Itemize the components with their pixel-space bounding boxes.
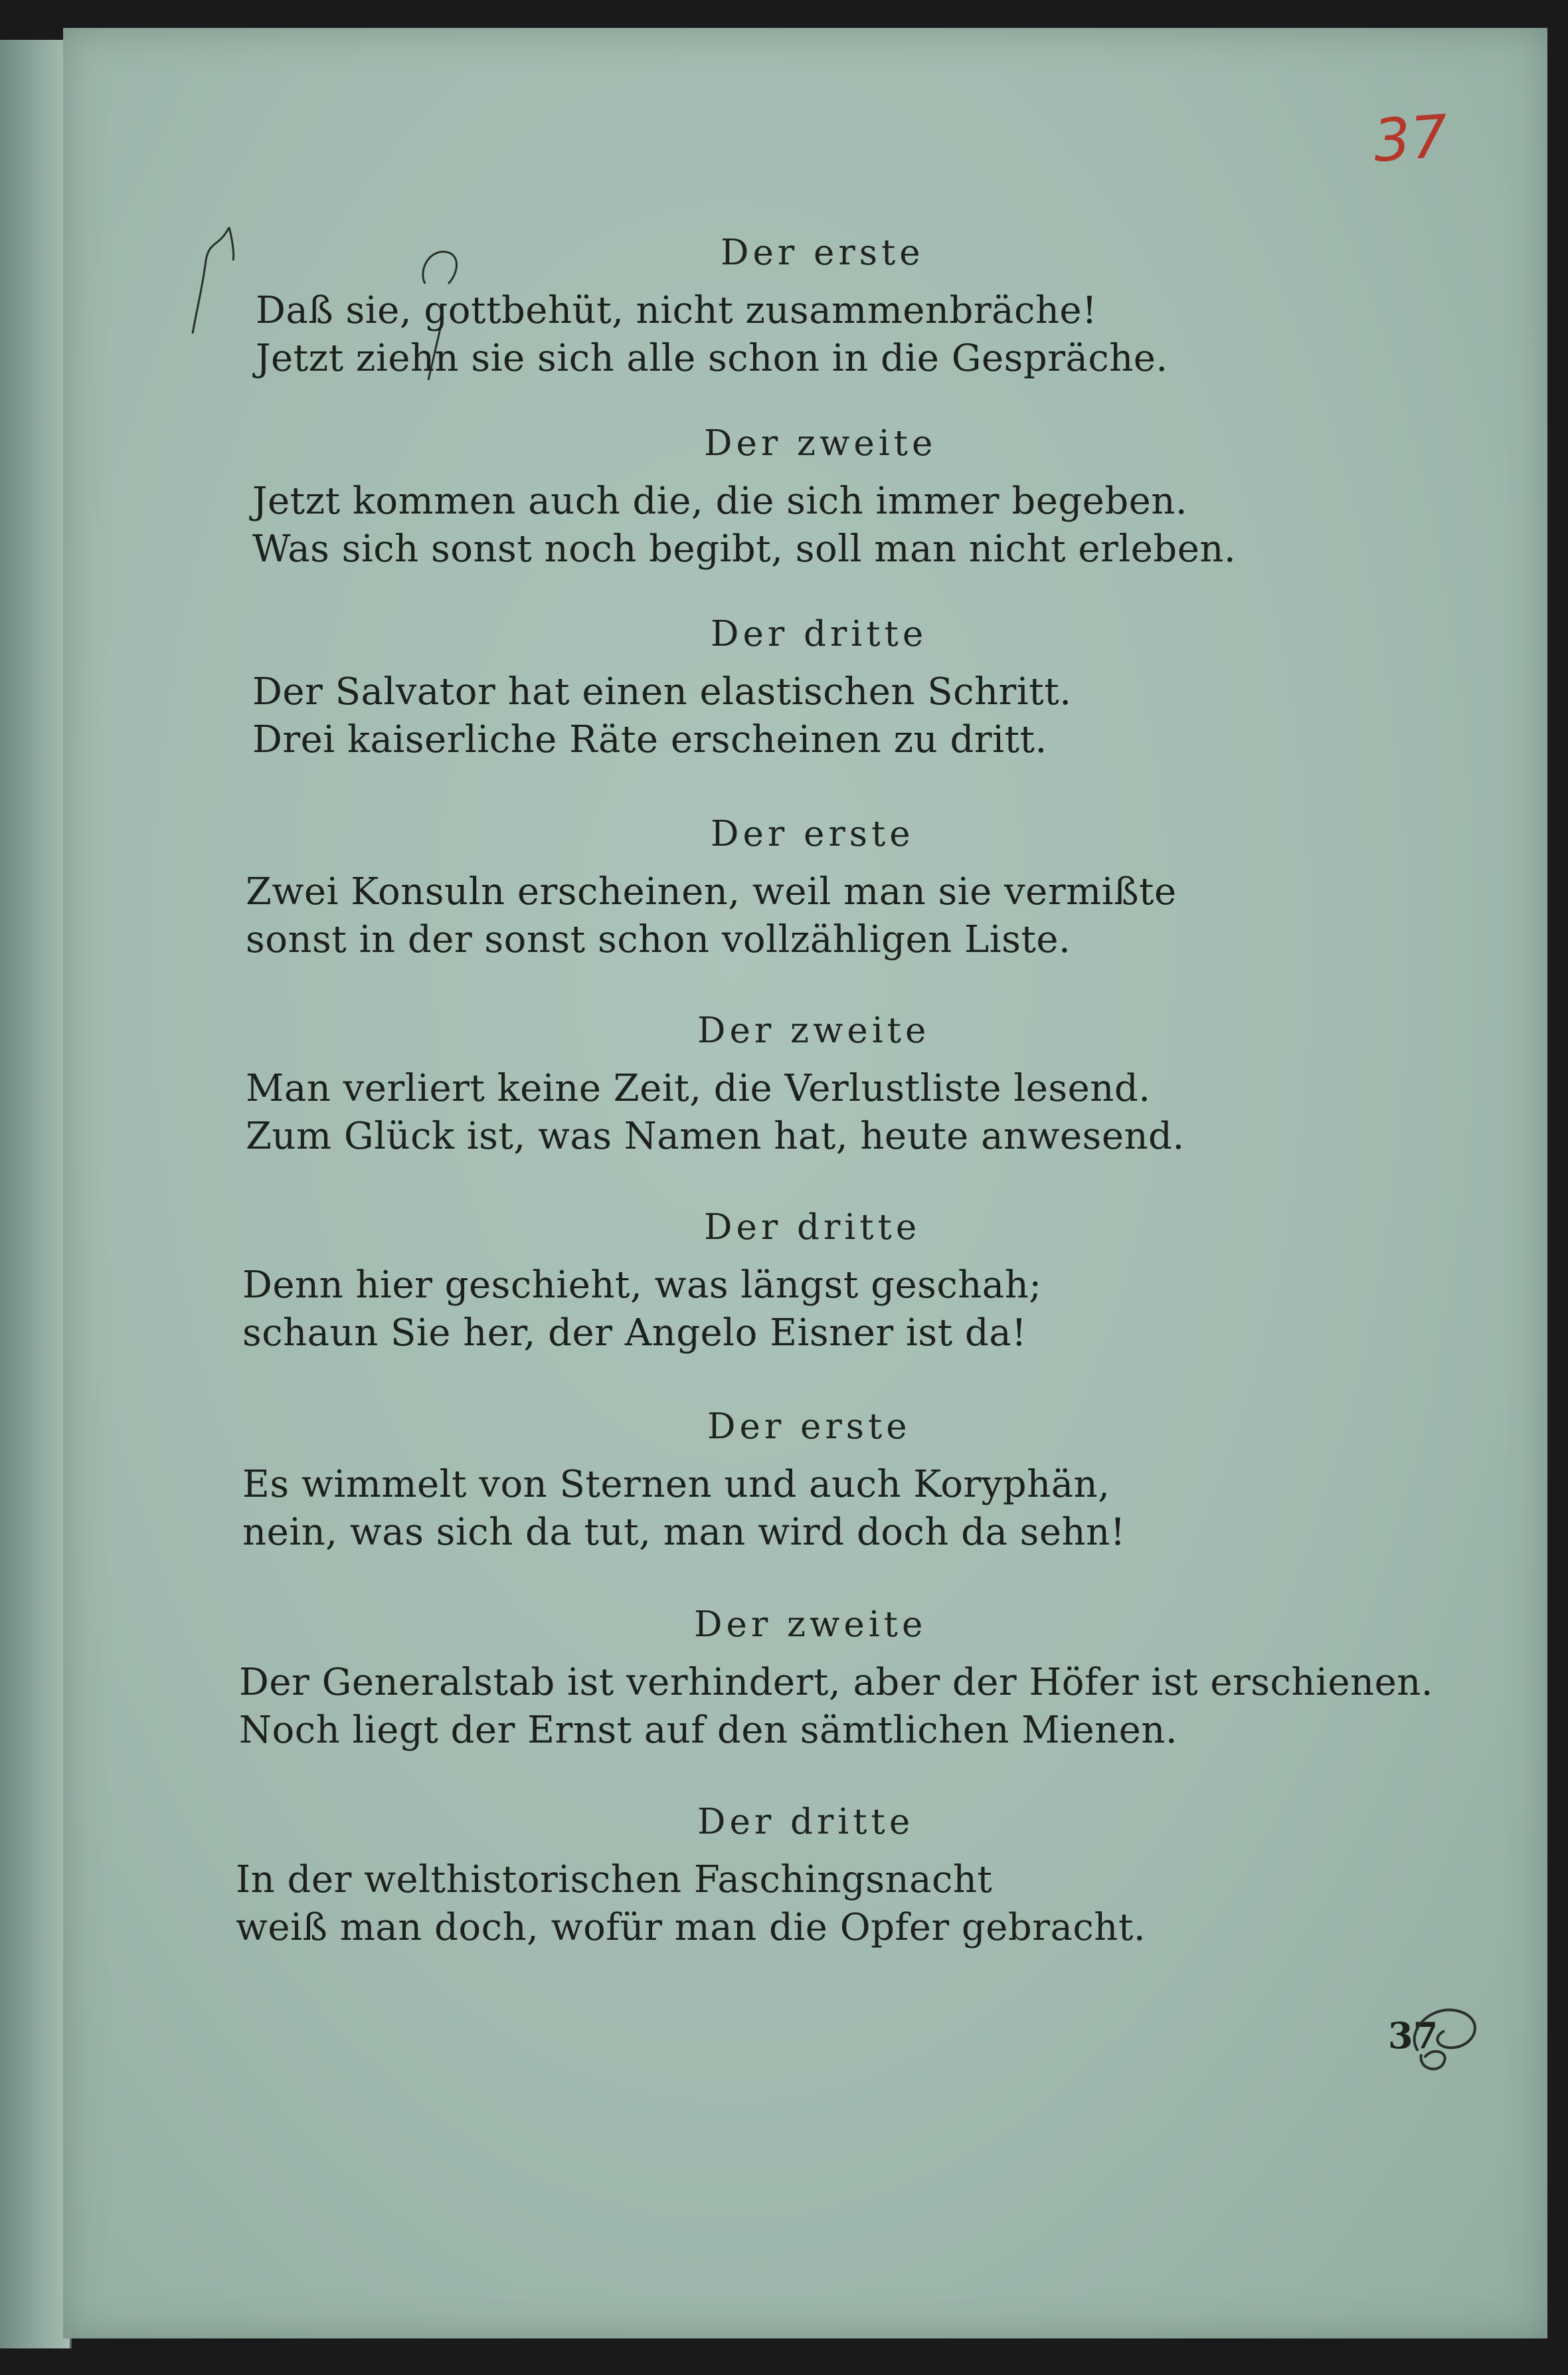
speaker-label: Der erste — [711, 814, 915, 854]
speaker-label: Der zweite — [697, 1010, 930, 1051]
speaker-label: Der dritte — [697, 1802, 915, 1842]
facing-page-edge — [0, 40, 72, 2348]
verse-line: Es wimmelt von Sternen und auch Koryphän, — [242, 1463, 1110, 1506]
speaker-label: Der erste — [721, 233, 924, 273]
speaker-label: Der dritte — [711, 614, 928, 654]
verse-line: nein, was sich da tut, man wird doch da sehn! — [242, 1511, 1126, 1554]
verse-line: Was sich sonst noch begibt, soll man nicht erleben. — [252, 527, 1237, 571]
verse-line: In der welthistorischen Faschingsnacht — [236, 1858, 993, 1901]
speaker-label: Der erste — [707, 1406, 911, 1447]
verse-line: Drei kaiserliche Räte erscheinen zu dritt. — [252, 718, 1047, 761]
verse-line: weiß man doch, wofür man die Opfer gebracht. — [236, 1906, 1146, 1949]
pencil-circle-icon — [1391, 1991, 1491, 2077]
verse-line: Zum Glück ist, was Namen hat, heute anwesend. — [246, 1115, 1185, 1158]
verse-line: sonst in der sonst schon vollzähligen Liste. — [246, 918, 1071, 961]
verse-line: Jetzt kommen auch die, die sich immer begeben. — [252, 480, 1188, 523]
document-page — [63, 28, 1547, 2338]
speaker-label: Der zweite — [694, 1604, 927, 1645]
speaker-label: Der dritte — [704, 1207, 921, 1248]
verse-line: Denn hier geschieht, was längst geschah; — [242, 1264, 1042, 1307]
printed-page-number: 37 — [1388, 2014, 1438, 2057]
verse-line: Man verliert keine Zeit, die Verlustliste lesend. — [246, 1067, 1151, 1110]
verse-line: schaun Sie her, der Angelo Eisner ist da! — [242, 1311, 1027, 1355]
verse-line: Daß sie, gottbehüt, nicht zusammenbräche! — [256, 289, 1098, 332]
verse-line: Der Salvator hat einen elastischen Schritt. — [252, 670, 1072, 713]
poem — [63, 28, 1547, 2338]
verse-line: Zwei Konsuln erscheinen, weil man sie vermißte — [246, 870, 1177, 913]
verse-line: Noch liegt der Ernst auf den sämtlichen Mienen. — [239, 1709, 1178, 1752]
verse-line: Jetzt ziehn sie sich alle schon in die Gespräche. — [256, 337, 1168, 380]
handwritten-folio-number: 37 — [1371, 102, 1450, 175]
speaker-label: Der zweite — [704, 423, 937, 464]
verse-line: Der Generalstab ist verhindert, aber der Höfer ist erschienen. — [239, 1661, 1434, 1704]
